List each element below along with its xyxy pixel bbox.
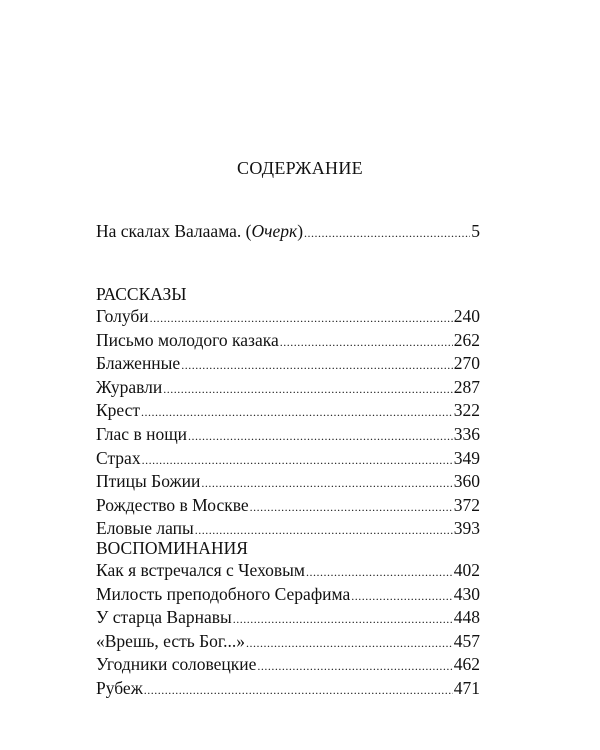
toc-entry-label: Рождество в Москве (96, 494, 249, 515)
toc-entry[interactable] (96, 423, 480, 447)
toc-entry-label: Крест (96, 400, 141, 421)
section-heading-stories: РАССКАЗЫ (96, 284, 187, 304)
toc-entry-intro[interactable] (96, 220, 480, 244)
dot-leader (144, 679, 453, 703)
dot-leader (257, 655, 452, 679)
toc-entry[interactable] (96, 606, 480, 630)
toc-entry[interactable] (96, 559, 480, 583)
dot-leader (181, 354, 453, 378)
toc-entry-label (96, 220, 303, 244)
toc-entry-label: Голуби (96, 306, 149, 326)
intro-label-italic: Очерк (251, 221, 298, 241)
dot-leader (306, 561, 453, 585)
section-heading-memories: ВОСПОМИНАНИЯ (96, 538, 248, 558)
toc-entry-page: 471 (453, 677, 480, 698)
toc-entry[interactable] (96, 470, 480, 494)
toc-entries-stories (96, 305, 480, 541)
toc-entry-label: Журавли (96, 376, 163, 397)
toc-entry-page: 430 (453, 583, 480, 604)
toc-intro (96, 220, 480, 244)
dot-leader (188, 425, 453, 449)
toc-entry[interactable] (96, 352, 480, 376)
toc-entry-page: 322 (453, 400, 480, 421)
toc-entry-page: 262 (453, 329, 480, 350)
toc-entry-page: 360 (453, 471, 480, 492)
toc-entries-memories (96, 559, 480, 701)
toc-entry-page: 402 (453, 560, 480, 580)
toc-entry[interactable] (96, 399, 480, 423)
toc-entry[interactable] (96, 494, 480, 518)
toc-entry[interactable] (96, 583, 480, 607)
toc-entry[interactable] (96, 329, 480, 353)
toc-entry-label: Страх (96, 447, 141, 468)
toc-entry[interactable] (96, 447, 480, 471)
toc-entry-page: 336 (453, 423, 480, 444)
toc-entry-label: Блаженные (96, 353, 181, 374)
toc-entry-page: 457 (453, 630, 480, 651)
dot-leader (351, 585, 453, 609)
dot-leader (150, 307, 453, 331)
toc-entry[interactable] (96, 305, 480, 329)
toc-entry-label: Птицы Божии (96, 471, 201, 492)
toc-entry-label: Как я встречался с Чеховым (96, 560, 306, 580)
toc-entry-page: 393 (453, 518, 480, 539)
toc-entry[interactable] (96, 677, 480, 701)
toc-entry[interactable] (96, 653, 480, 677)
toc-entry-label: «Врешь, есть Бог...» (96, 630, 245, 651)
toc-entry[interactable] (96, 376, 480, 400)
dot-leader (163, 378, 453, 402)
toc-entry-page: 240 (453, 306, 480, 326)
toc-entry-page: 270 (453, 353, 480, 374)
toc-entry-label: Милость преподобного Серафима (96, 583, 351, 604)
dot-leader (142, 449, 453, 473)
toc-entry-page: 372 (453, 494, 480, 515)
dot-leader (246, 632, 453, 656)
dot-leader (304, 222, 470, 246)
toc-entry-page: 448 (453, 607, 480, 628)
toc-entry-label: Еловые лапы (96, 518, 194, 539)
toc-section-memories (96, 537, 480, 701)
dot-leader (250, 496, 453, 520)
toc-entry[interactable] (96, 630, 480, 654)
page-title: СОДЕРЖАНИЕ (237, 158, 363, 178)
intro-label-suffix: ) (297, 221, 304, 241)
toc-entry-label: Глас в нощи (96, 423, 188, 444)
toc-entry-page: 462 (453, 654, 480, 675)
toc-entry-page: 287 (453, 376, 480, 397)
toc-entry-label: У старца Варнавы (96, 607, 232, 628)
dot-leader (141, 401, 453, 425)
toc-entry-label: Угодники соловецкие (96, 654, 257, 675)
toc-entry-label: Письмо молодого казака (96, 329, 279, 350)
toc-entry-page: 349 (453, 447, 480, 468)
toc-entry-label: Рубеж (96, 677, 143, 698)
dot-leader (233, 608, 453, 632)
intro-label-prefix: На скалах Валаама. ( (96, 221, 252, 241)
toc-entry-page: 5 (471, 221, 480, 241)
toc-section-stories (96, 283, 480, 541)
dot-leader (201, 472, 452, 496)
dot-leader (280, 331, 453, 355)
